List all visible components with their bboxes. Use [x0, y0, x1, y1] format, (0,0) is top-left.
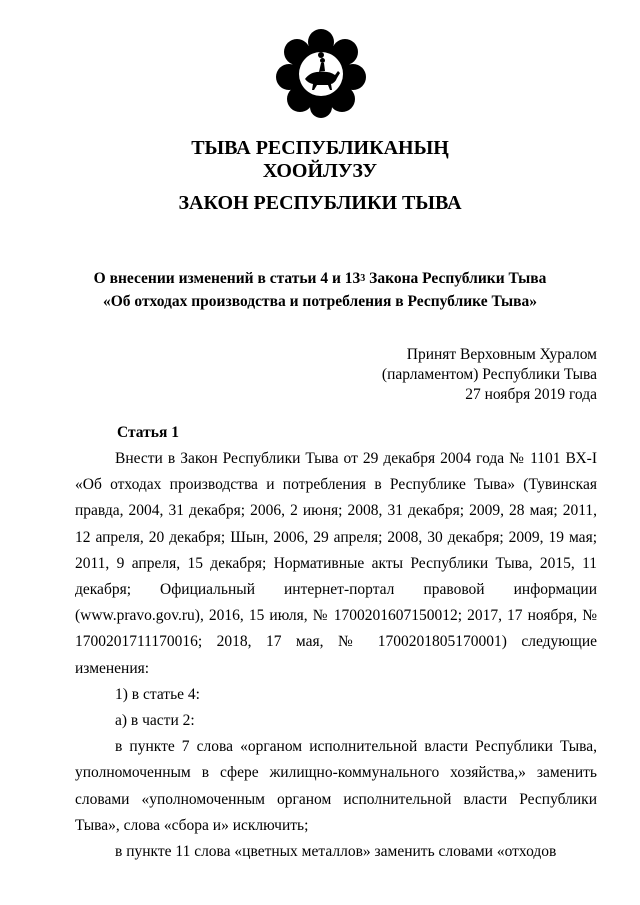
law-title [0, 268, 640, 312]
adoption-date: 27 ноября 2019 года [465, 386, 597, 403]
law-title-line2: «Об отходах производства и потребления в Республике Тыва» [102, 293, 538, 310]
adoption-block [382, 345, 597, 405]
paragraph-intro: Внести в Закон Республики Тыва от 29 декабря 2004 года № 1101 ВХ-I «Об отходах производства и потребления в Республике Тыва» (Тувинская правда, 2004, 31 декабря; 2006, 2 июня; 2008, 31 декабря; 2009, 28 мая; 2011, 12 апреля, 20 декабря; Шын, 2006, 29 апреля; 2008, 30 декабря; 2009, 19 мая; 2011, 9 апреля, 15 декабря; Нормативные акты Республики Тыва, 2015, 11 декабря; Официальный интернет-портал правовой информации (www.pravo.gov.ru), 2016, 15 июля, № 1700201607150012; 2017, 17 ноября, № 1700201711170016; 2018, 17 мая, № 1700201805170001) следующие изменения: [75, 450, 597, 677]
article-body [75, 446, 597, 865]
law-heading: ЗАКОН РЕСПУБЛИКИ ТЫВА [178, 192, 462, 214]
adoption-line2: (парламентом) Республики Тыва [381, 366, 597, 383]
coat-of-arms-emblem [275, 27, 367, 119]
adoption-line1: Принят Верховным Хуралом [406, 346, 597, 363]
paragraph-point-7: в пункте 7 слова «органом исполнительной власти Республики Тыва, уполномоченным в сфере жилищно-коммунального хозяйства,» заменить словами «уполномоченным органом исполнительной власти Республики Тыва», слова «сбора и» исключить; [75, 738, 597, 834]
law-title-line1: О внесении изменений в статьи 4 и $13^3$ Закона Республики Тыва [93, 270, 547, 287]
republic-header [0, 137, 640, 183]
paragraph-point-11: в пункте 11 слова «цветных металлов» заменить словами «отходов [115, 843, 557, 861]
paragraph-item-1: 1) в статье 4: [115, 685, 200, 703]
republic-header-line2: ХООЙЛУЗУ [262, 160, 378, 182]
paragraph-item-a: а) в части 2: [115, 712, 195, 730]
republic-header-line1: ТЫВА РЕСПУБЛИКАНЫҢ [191, 137, 449, 159]
article-heading: Статья 1 [117, 424, 179, 441]
